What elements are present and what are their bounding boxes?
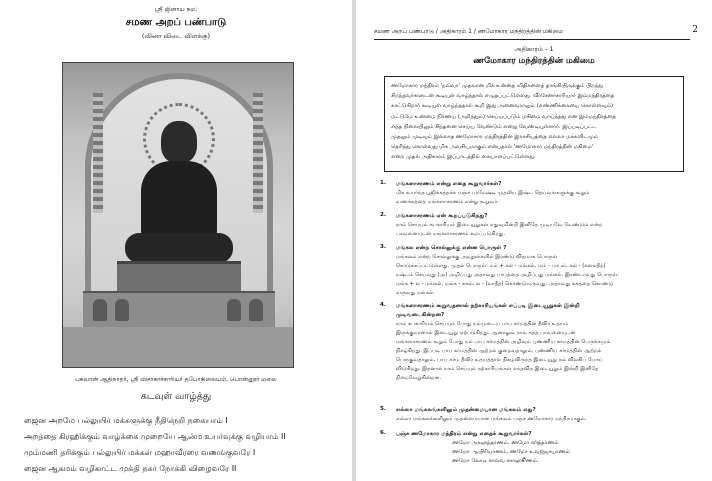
qa-item-4	[380, 302, 692, 383]
lamp-icon	[227, 299, 241, 321]
praise-heading: கடவுள் வாழ்த்து	[140, 391, 212, 402]
qa-item-2	[380, 212, 692, 239]
altar-step	[83, 291, 275, 327]
lamp-icon	[249, 299, 263, 321]
intro-box	[384, 76, 684, 172]
answer-line: மிக உயர்ந்த பூஜிக்கத்தக்க பஞ்ச பரமேஷ்டி முதலிய இஷ்ட தெய்வங்களுக்கு கூறும்	[396, 190, 590, 196]
answer-line: நிகழ்கிறது. இப்படி பாப கர்மத்தின் ஆற்றல் குறைவதாலும், புண்ணிய கர்மத்தின் ஆற்றல்	[396, 348, 602, 354]
question-text: எல்லா மங்கலங்களிலும் முதன்மையான மங்கலம் எது?	[396, 407, 536, 413]
verse-line: ஜைன அறமே பல்லுயிர் மக்களுக்கு நீதிநெறி நகையாம் I	[24, 416, 228, 425]
question-number: 4.	[380, 302, 387, 308]
book-title: சமண அறப் பண்பாடு	[125, 17, 227, 28]
question-text: மங்கல என்ற சொல்லுக்கு என்ன பொருள் ?	[396, 245, 507, 251]
verses	[24, 413, 344, 477]
garland-right	[253, 93, 263, 213]
question-number: 2.	[380, 212, 387, 218]
question-number: 5.	[380, 406, 387, 412]
answer-line: வருவது மங்கல்.	[396, 290, 435, 296]
verse-line: அறத்தை கிரஹிக்கும் வாழ்க்கை முறையே ஆன்ம உயர்வுக்கு வழியாம் II	[24, 432, 286, 441]
qa-item-3	[380, 244, 692, 298]
altar-floor	[63, 327, 294, 368]
intro-line: மட்டுமே உண்மை நிர்ணய (அறிந்தும்) செய்யப்படும் மகிமை வாய்ந்தது என இம்மந்திரத்தை	[391, 113, 616, 120]
question-text: மங்களாசரணம் ஏன் கூறப்படுகிறது?	[396, 213, 488, 219]
idol-crossed-legs	[125, 233, 233, 263]
lamp-icon	[93, 299, 107, 321]
photo-caption: பகவான் ஆதிநாதர், ஸ்ரீ விசாகாச்சாரியர் தபோநிலையம், பொன்னூர் மலை	[75, 376, 277, 383]
question-number: 3.	[380, 244, 387, 250]
garland-left	[93, 93, 103, 213]
page-number: 2	[692, 25, 698, 35]
question-text: மங்களாசரணம் கூறுவதனால் நற்காரியங்கள் எப்படி இடையூறுகள் இன்றி	[396, 303, 580, 309]
intro-line: எந்த நிலையிலும் சிந்தனை செய்ய வேண்டும் என்று வேண்டியுள்ளார். இப்படிப்பட்ட	[391, 123, 597, 130]
answer-line: நஷ்டம் செய்வது (அ) அழிப்பது அதாவது பாபத்தை அழிப்பது மங்கல். இரண்டாவது பொருள்:	[396, 272, 619, 278]
verse-line: மும்மணி தரிக்கும் பல்லுயிர் மக்கள் மஹாவீரரை வணங்குவரே I	[24, 448, 256, 457]
answer-line: வணக்கத்தை மங்களாசரணம் என்று கூறுவர்.	[396, 199, 499, 205]
idol-head	[161, 121, 197, 163]
answer-line: விடுகிறது. இதனால் நாம் செய்யும் நற்காரியங்கள் எந்தவித இடையூறும் இன்றி இனிதே	[396, 366, 599, 372]
lamp-icon	[115, 299, 129, 321]
mantra-line: ணமோ ஆயிரியாணம், ணமோ உவஜ்ஜாயாணம்	[452, 449, 570, 455]
answer-line: நாம் சுபகாரியம் செய்யும் போது நம்முடைய பாப கர்மத்தின் தீவிர உதயம்	[396, 321, 569, 327]
question-number: 1.	[380, 180, 387, 186]
intro-line: காட்டுகிறார் கூடியுள் வாழ்ந்ததால் கூறி இது அனைவராலும் (எண்ணிக்கையை கொள்ளவும்)	[391, 103, 613, 110]
answer-line: நிறைவேறுகின்றன.	[396, 375, 442, 381]
question-text: மங்களாசரணம் என்று எதை கூறுவார்கள்?	[396, 181, 502, 187]
answer-line: மங்க + ல - மங்கல், மங்க - சுகம், ல - (லாதீத்) கொண்டுவருவது. அதாவது சுகத்தை கொண்டு	[396, 281, 614, 287]
intro-line: முதலும் முடிவும் இல்லாத ணமோகார மந்திரத்தின் இரகசியத்தை எல்லா மக்களிடமும்	[391, 134, 598, 141]
qa-item-6	[380, 430, 692, 466]
answer-line: பெருகுவதாலும், பாப கர்ம தீவிர உதயத்தால் நிகழவிருந்த இடையூறு நம் விலகிப் போய்	[396, 357, 603, 363]
qa-item-1	[380, 180, 692, 207]
question-text-cont: முடிவடைகின்றன?	[396, 312, 445, 318]
intro-line: சிறந்தவர்களுடன் கூடியுள் வாழ்ந்தால் எழுதப்பட்டுள்ளது. வீரசேனாசாரியார் இம்மந்திரத்தை	[391, 93, 615, 100]
answer-line: பாவனையுடன் மங்களாசரணம் கூறப்படுகிறது.	[396, 231, 506, 237]
answer-line: நாம் செய்யும் சுபகாரியம் இடையூறுகள் எதுவுமின்றி இனிதே முடியவே வேண்டும் என்ற	[396, 222, 603, 228]
answer-line: இருக்குமானால் இடையூறு ஏற்படுகிறது. ஆனாலும் நாம் சுத்த பாவனையுடன்	[396, 330, 576, 336]
chapter-title: ணமோகார மந்திரத்தின் மகிமை	[473, 56, 595, 66]
pedestal	[117, 261, 241, 291]
question-number: 6.	[380, 430, 387, 436]
mantra-line: ணமோ அரஹந்தாணம், ணமோ ஸித்தாணம்	[452, 440, 559, 446]
answer-line: மங்கலம் என்ற சொல்லுக்கு அறநூல்களில் இரண்டு விதமாக பொருள்	[396, 254, 558, 260]
blessing-line: ஸ்ரீ ஜினாய நம:	[154, 6, 198, 13]
left-page	[0, 0, 352, 481]
answer-line: கொடுக்கப்பட்டுள்ளது. முதல் பொருள்: மம் + கல் - மங்கல், மம் - பாபம், கல் - (கலைதீத்)	[396, 263, 606, 269]
intro-line: என்ற முதல் அதிகாரம் இப்பாடத்தில் கையாளப்பட்டுள்ளது.	[391, 154, 536, 161]
intro-line: தெரிந்து கொள்வது மிக அவசியமாகும் என்பதால் 'ணமோகார மந்திரத்தின் மகிமை'	[391, 144, 594, 151]
question-text: பஞ்ச ணமோகார மந்திரம் என்று எதைக் கூறுவார்கள்?	[396, 431, 532, 437]
running-header: சமண அறப் பண்பாடு / அதிகாரம் 1 / ணமோகார மந்திரத்தின் மகிமை	[374, 28, 690, 40]
right-page	[356, 0, 712, 481]
qa-item-5	[380, 406, 692, 424]
book-subtitle: (வினா விடை விளக்கு)	[141, 32, 211, 40]
mantra-line: ணமோ லோஏ ஸவ்வ ஸாஹூணம்.	[452, 458, 539, 464]
intro-line: ணமோகார மந்திரம் 'நவ்வா' முதலான மிக உன்னத விதிகளைத் தாங்கியிருக்கும் பிறந்து	[391, 83, 603, 89]
verse-line: ஜைன ஆகமம் வழிகாட்ட முக்தி நகர் நோக்கி விழைவரே II	[24, 464, 237, 473]
answer-line: மங்களாசரணம் கூறும் போது நம் பாப கர்மத்தின் அழிவும் புண்ணிய கர்மத்தின் பெருக்கமும்	[396, 339, 611, 345]
tirthankara-photo	[62, 62, 294, 368]
idol-body	[141, 161, 217, 243]
chapter-label: அதிகாரம் - 1	[514, 45, 554, 53]
answer-line: எல்லா மங்கலங்களிலும் முதன்மையான மங்கலம் பஞ்ச ணமோகார மந்திரமாகும்.	[396, 416, 587, 422]
